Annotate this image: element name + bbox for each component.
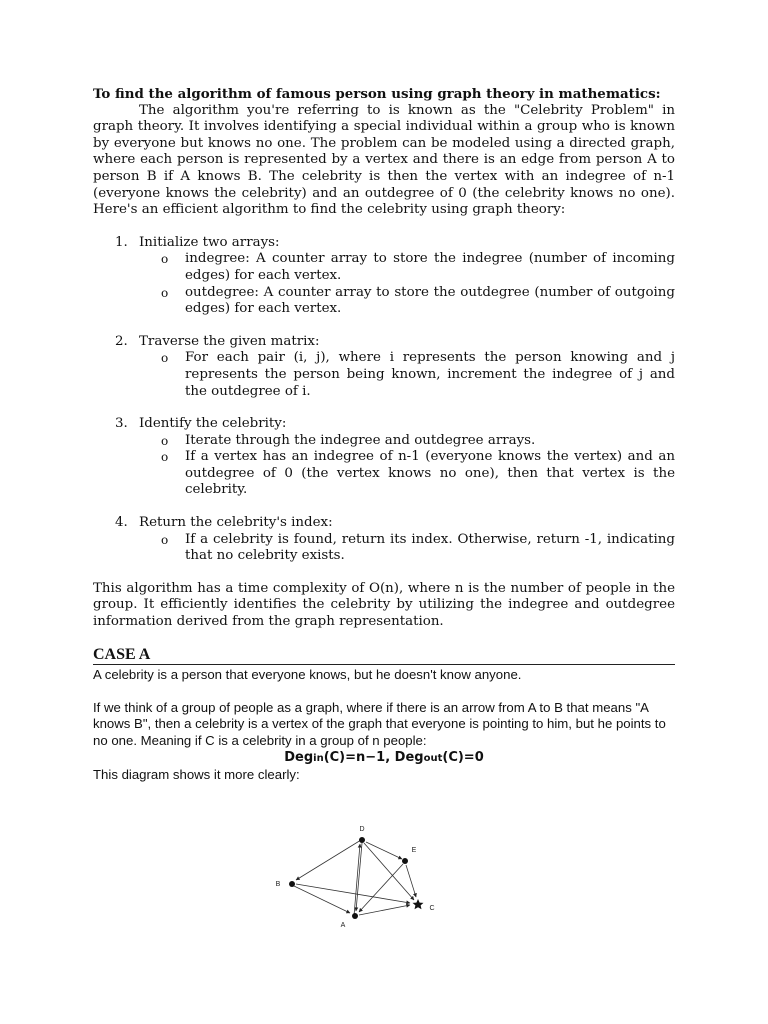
step-number: 2. <box>115 333 128 349</box>
summary-paragraph: This algorithm has a time complexity of O(n), where n is the number of people in the group. It efficiently identifies the celebrity by utilizing the indegree and outdegree information derived from the graph representation. <box>93 580 675 630</box>
step-1 <box>93 235 675 318</box>
bullet-icon: o <box>161 351 169 366</box>
step-4 <box>93 515 675 565</box>
edge-b-a <box>294 886 350 913</box>
bullet-icon: o <box>161 532 169 547</box>
edge-d-c <box>364 843 414 900</box>
document-page <box>93 86 675 784</box>
step-sub-list <box>139 350 675 400</box>
edge-a-c <box>359 905 410 915</box>
step-number: 4. <box>115 515 128 531</box>
node-d <box>359 837 365 843</box>
celebrity-graph-diagram <box>260 815 450 935</box>
step-3 <box>93 416 675 499</box>
node-label-d: D <box>359 826 365 833</box>
step-label: Initialize two arrays: <box>139 234 280 250</box>
edge-e-a <box>359 864 403 912</box>
node-label-a: A <box>340 922 346 929</box>
case-a-definition: A celebrity is a person that everyone knows, but he doesn't know anyone. <box>93 667 522 683</box>
node-b <box>289 881 295 887</box>
edge-b-c <box>296 884 410 903</box>
bullet-icon: o <box>161 450 169 465</box>
sub-item: o Iterate through the indegree and outdegree arrays. <box>161 432 536 448</box>
step-sub-list <box>139 433 675 499</box>
step-number: 3. <box>115 416 128 432</box>
step-2 <box>93 334 675 400</box>
step-sub-list <box>139 532 675 565</box>
bullet-icon: o <box>161 285 169 300</box>
sub-item: o If a celebrity is found, return its index. Otherwise, return -1, indicating that no celebrity exists. <box>161 531 675 564</box>
diagram-caption: This diagram shows it more clearly: <box>93 767 300 783</box>
step-number: 1. <box>115 234 128 250</box>
document-title: To find the algorithm of famous person using graph theory in mathematics: <box>93 86 661 102</box>
sub-item: o outdegree: A counter array to store the outdegree (number of outgoing edges) for each vertex. <box>161 284 675 317</box>
degree-formula: Degin(C)=n−1, Degout(C)=0 <box>284 749 484 765</box>
case-a-heading: CASE A <box>93 647 675 666</box>
node-a <box>352 913 358 919</box>
sub-item: o For each pair (i, j), where i represents the person knowing and j represents the person being known, increment the indegree of j and the outdegree of i. <box>161 350 675 399</box>
sub-item: o If a vertex has an indegree of n-1 (everyone knows the vertex) and an outdegree of 0 (the vertex knows no one), then that vertex is the celebrity. <box>161 449 675 498</box>
algorithm-steps <box>93 235 675 565</box>
edge-d-b <box>296 840 361 880</box>
step-label: Return the celebrity's index: <box>139 515 333 531</box>
node-label-c: C <box>429 905 435 912</box>
node-c-star-icon <box>413 899 424 909</box>
intro-text: The algorithm you're referring to is known as the "Celebrity Problem" in graph theory. It involves identifying a special individual within a group who is known by everyone but knows no one. The problem can be modeled using a directed graph, where each person is represented by a vertex and there is an edge from person A to person B if A knows B. The celebrity is then the vertex with an indegree of n-1 (everyone knows the celebrity) and an outdegree of 0 (the celebrity knows no one). Here's an efficient algorithm to find the celebrity using graph theory: <box>93 102 675 218</box>
node-e <box>402 858 408 864</box>
bullet-icon: o <box>161 252 169 267</box>
sub-item: o indegree: A counter array to store the indegree (number of incoming edges) for each vertex. <box>161 251 675 283</box>
step-label: Identify the celebrity: <box>139 416 287 432</box>
step-label: Traverse the given matrix: <box>139 333 320 349</box>
edge-d-e <box>366 842 402 859</box>
case-a-explanation: If we think of a group of people as a graph, where if there is an arrow from A to B that means "A knows B", then a celebrity is a vertex of the graph that everyone is pointing to him, but he points to no one. Meaning if C is a celebrity in a group of n people: <box>93 699 666 748</box>
step-sub-list <box>139 251 675 317</box>
intro-paragraph <box>93 103 675 219</box>
bullet-icon: o <box>161 433 169 448</box>
node-label-e: E <box>411 847 417 854</box>
node-label-b: B <box>275 881 281 888</box>
